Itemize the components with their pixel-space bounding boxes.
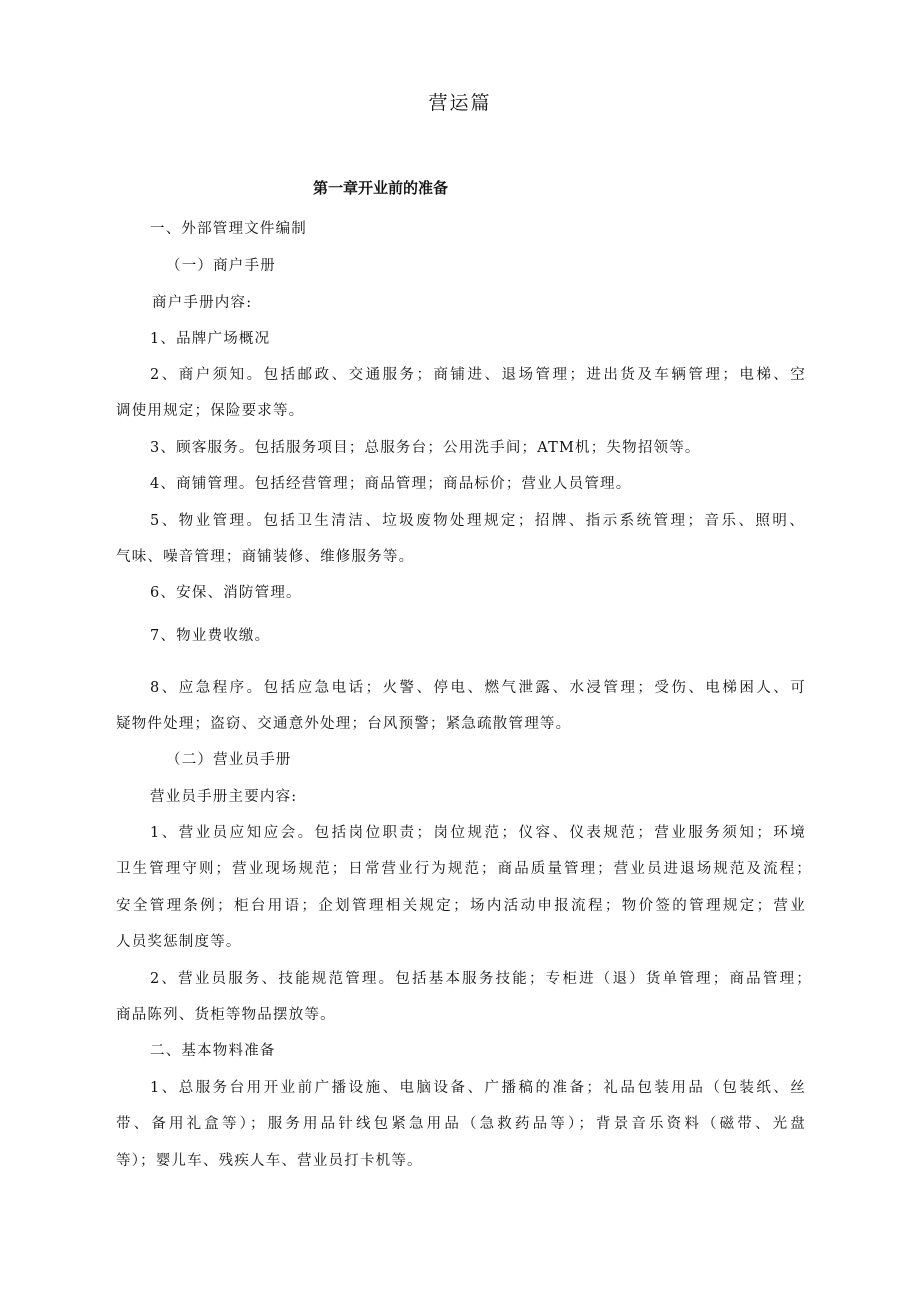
list-item: 2、营业员服务、技能规范管理。包括基本服务技能；专柜进（退）货单管理；商品管理； bbox=[150, 971, 812, 987]
list-item: 2、商户须知。包括邮政、交通服务；商铺进、退场管理；进出货及车辆管理；电梯、空 bbox=[150, 367, 806, 383]
subsection-heading: （一）商户手册 bbox=[166, 258, 276, 274]
section-heading: 二、基本物料准备 bbox=[150, 1043, 276, 1059]
list-item: 4、商铺管理。包括经营管理；商品管理；商品标价；营业人员管理。 bbox=[150, 476, 632, 492]
paragraph: 营业员手册主要内容: bbox=[150, 789, 298, 805]
list-item: 8、应急程序。包括应急电话；火警、停电、燃气泄露、水浸管理；受伤、电梯困人、可 bbox=[150, 680, 806, 696]
list-item-continuation: 带、备用礼盒等）；服务用品针线包紧急用品（急救药品等）；背景音乐资料（磁带、光盘 bbox=[116, 1116, 806, 1132]
list-item-continuation: 卫生管理守则；营业现场规范；日常营业行为规范；商品质量管理；营业员进退场规范及流程； bbox=[116, 861, 812, 877]
list-item-continuation: 商品陈列、货柜等物品摆放等。 bbox=[116, 1007, 336, 1023]
list-item: 5、物业管理。包括卫生清洁、垃圾废物处理规定；招牌、指示系统管理；音乐、照明、 bbox=[150, 513, 805, 529]
list-item-continuation: 调使用规定；保险要求等。 bbox=[116, 403, 305, 419]
page-title: 营运篇 bbox=[428, 92, 492, 114]
list-item: 1、营业员应知应会。包括岗位职责；岗位规范；仪容、仪表规范；营业服务须知；环境 bbox=[150, 825, 806, 841]
chapter-heading: 第一章开业前的准备 bbox=[313, 179, 449, 197]
list-item: 6、安保、消防管理。 bbox=[150, 585, 302, 601]
list-item-continuation: 人员奖惩制度等。 bbox=[116, 934, 242, 950]
paragraph: 商户手册内容: bbox=[152, 295, 253, 311]
list-item-continuation: 安全管理条例；柜台用语；企划管理相关规定；场内活动申报流程；物价签的管理规定；营业 bbox=[116, 898, 806, 914]
list-item-continuation: 疑物件处理；盗窃、交通意外处理；台风预警；紧急疏散管理等。 bbox=[116, 716, 572, 732]
list-item-continuation: 气味、噪音管理；商铺装修、维修服务等。 bbox=[116, 549, 415, 565]
list-item-continuation: 等）；婴儿车、残疾人车、营业员打卡机等。 bbox=[116, 1153, 423, 1169]
section-heading: 一、外部管理文件编制 bbox=[150, 221, 307, 237]
list-item: 3、顾客服务。包括服务项目；总服务台；公用洗手间；ATM机；失物招领等。 bbox=[150, 440, 701, 456]
list-item: 1、总服务台用开业前广播设施、电脑设备、广播稿的准备；礼品包装用品（包装纸、丝 bbox=[150, 1080, 806, 1096]
subsection-heading: （二）营业员手册 bbox=[166, 752, 292, 768]
list-item: 7、物业费收缴。 bbox=[150, 628, 271, 644]
list-item: 1、品牌广场概况 bbox=[150, 331, 271, 347]
